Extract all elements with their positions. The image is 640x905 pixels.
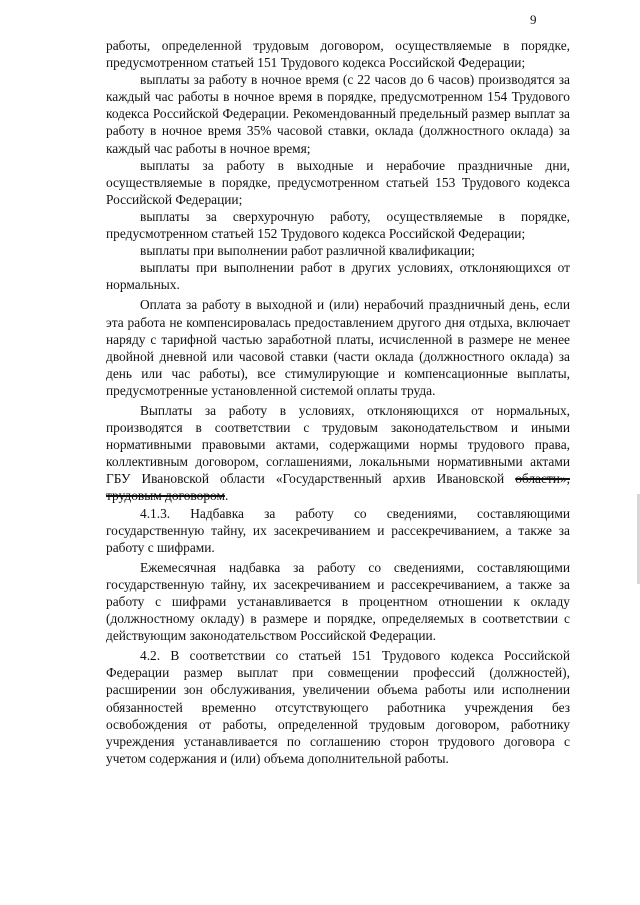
document-body	[106, 37, 570, 767]
abnormal-conditions-text: Выплаты за работу в условиях, отклоняющихся от нормальных, производятся в соответствии с трудовым законодательством и иными нормативными правовыми актами, содержащими нормы трудового права, коллективным договором, соглашениями, локальными нормативными актами ГБУ Ивановской области «Государственный архив Ивановской	[106, 402, 570, 487]
paragraph-night-pay: выплаты за работу в ночное время (с 22 часов до 6 часов) производятся за каждый час работы в ночное время в порядке, предусмотренном 154 Трудового кодекса Российской Федерации. Рекомендованный предельный размер выплат за работу в ночное время 35% часовой ставки, оклада (должностного оклада) за каждый час работы в ночное время;	[106, 72, 570, 156]
paragraph-continuation: работы, определенной трудовым договором, осуществляемые в порядке, предусмотренном статьей 151 Трудового кодекса Российской Федерации;	[106, 38, 570, 71]
paragraph-overtime-pay: выплаты за сверхурочную работу, осуществляемые в порядке, предусмотренном статьей 152 Трудового кодекса Российской Федерации;	[106, 208, 570, 242]
paragraph-holiday-work: Оплата за работу в выходной и (или) нерабочий праздничный день, если эта работа не компенсировалась предоставлением другого дня отдыха, включает наряду с тарифной частью заработной платы, исчисленной в размере не менее двойной дневной или часовой ставки (части оклада (должностного оклада) за день или час работы), все стимулирующие и компенсационные выплаты, предусмотренные установленной системой оплаты труда.	[106, 297, 570, 398]
paragraph-combination-pay: 4.2. В соответствии со статьей 151 Трудового кодекса Российской Федерации размер выплат при совмещении профессий (должностей), расширении зон обслуживания, увеличении объема работы или исполнении обязанностей временно отсутствующего работника учреждения без освобождения от работы, определенной трудовым договором, работнику учреждения устанавливается по соглашению сторон трудового договора с учетом содержания и (или) объема дополнительной работы.	[106, 648, 570, 766]
paragraph-abnormal-conditions	[106, 402, 570, 505]
paragraph-secret-allowance-heading: 4.1.3. Надбавка за работу со сведениями, составляющими государственную тайну, их засекречиванием и рассекречиванием, а также за работу с шифрами.	[106, 505, 570, 555]
paragraph-weekend-pay: выплаты за работу в выходные и нерабочие праздничные дни, осуществляемые в порядке, предусмотренном статьей 153 Трудового кодекса Российской Федерации;	[106, 157, 570, 207]
paragraph-qualification-pay: выплаты при выполнении работ различной квалификации;	[140, 243, 475, 259]
struck-text: области», трудовым договором	[106, 471, 570, 504]
abnormal-conditions-tail: .	[224, 488, 229, 504]
paragraph-secret-allowance: Ежемесячная надбавка за работу со сведениями, составляющими государственную тайну, их засекречиванием и рассекречиванием, а также за работу с шифрами устанавливается в процентном отношении к окладу (должностному окладу) в размере и порядке, определяемых в соответствии с действующим законодательством Российской Федерации.	[106, 559, 570, 644]
page-number: 9	[530, 12, 537, 27]
paragraph-other-conditions: выплаты при выполнении работ в других условиях, отклоняющихся от нормальных.	[106, 260, 570, 293]
